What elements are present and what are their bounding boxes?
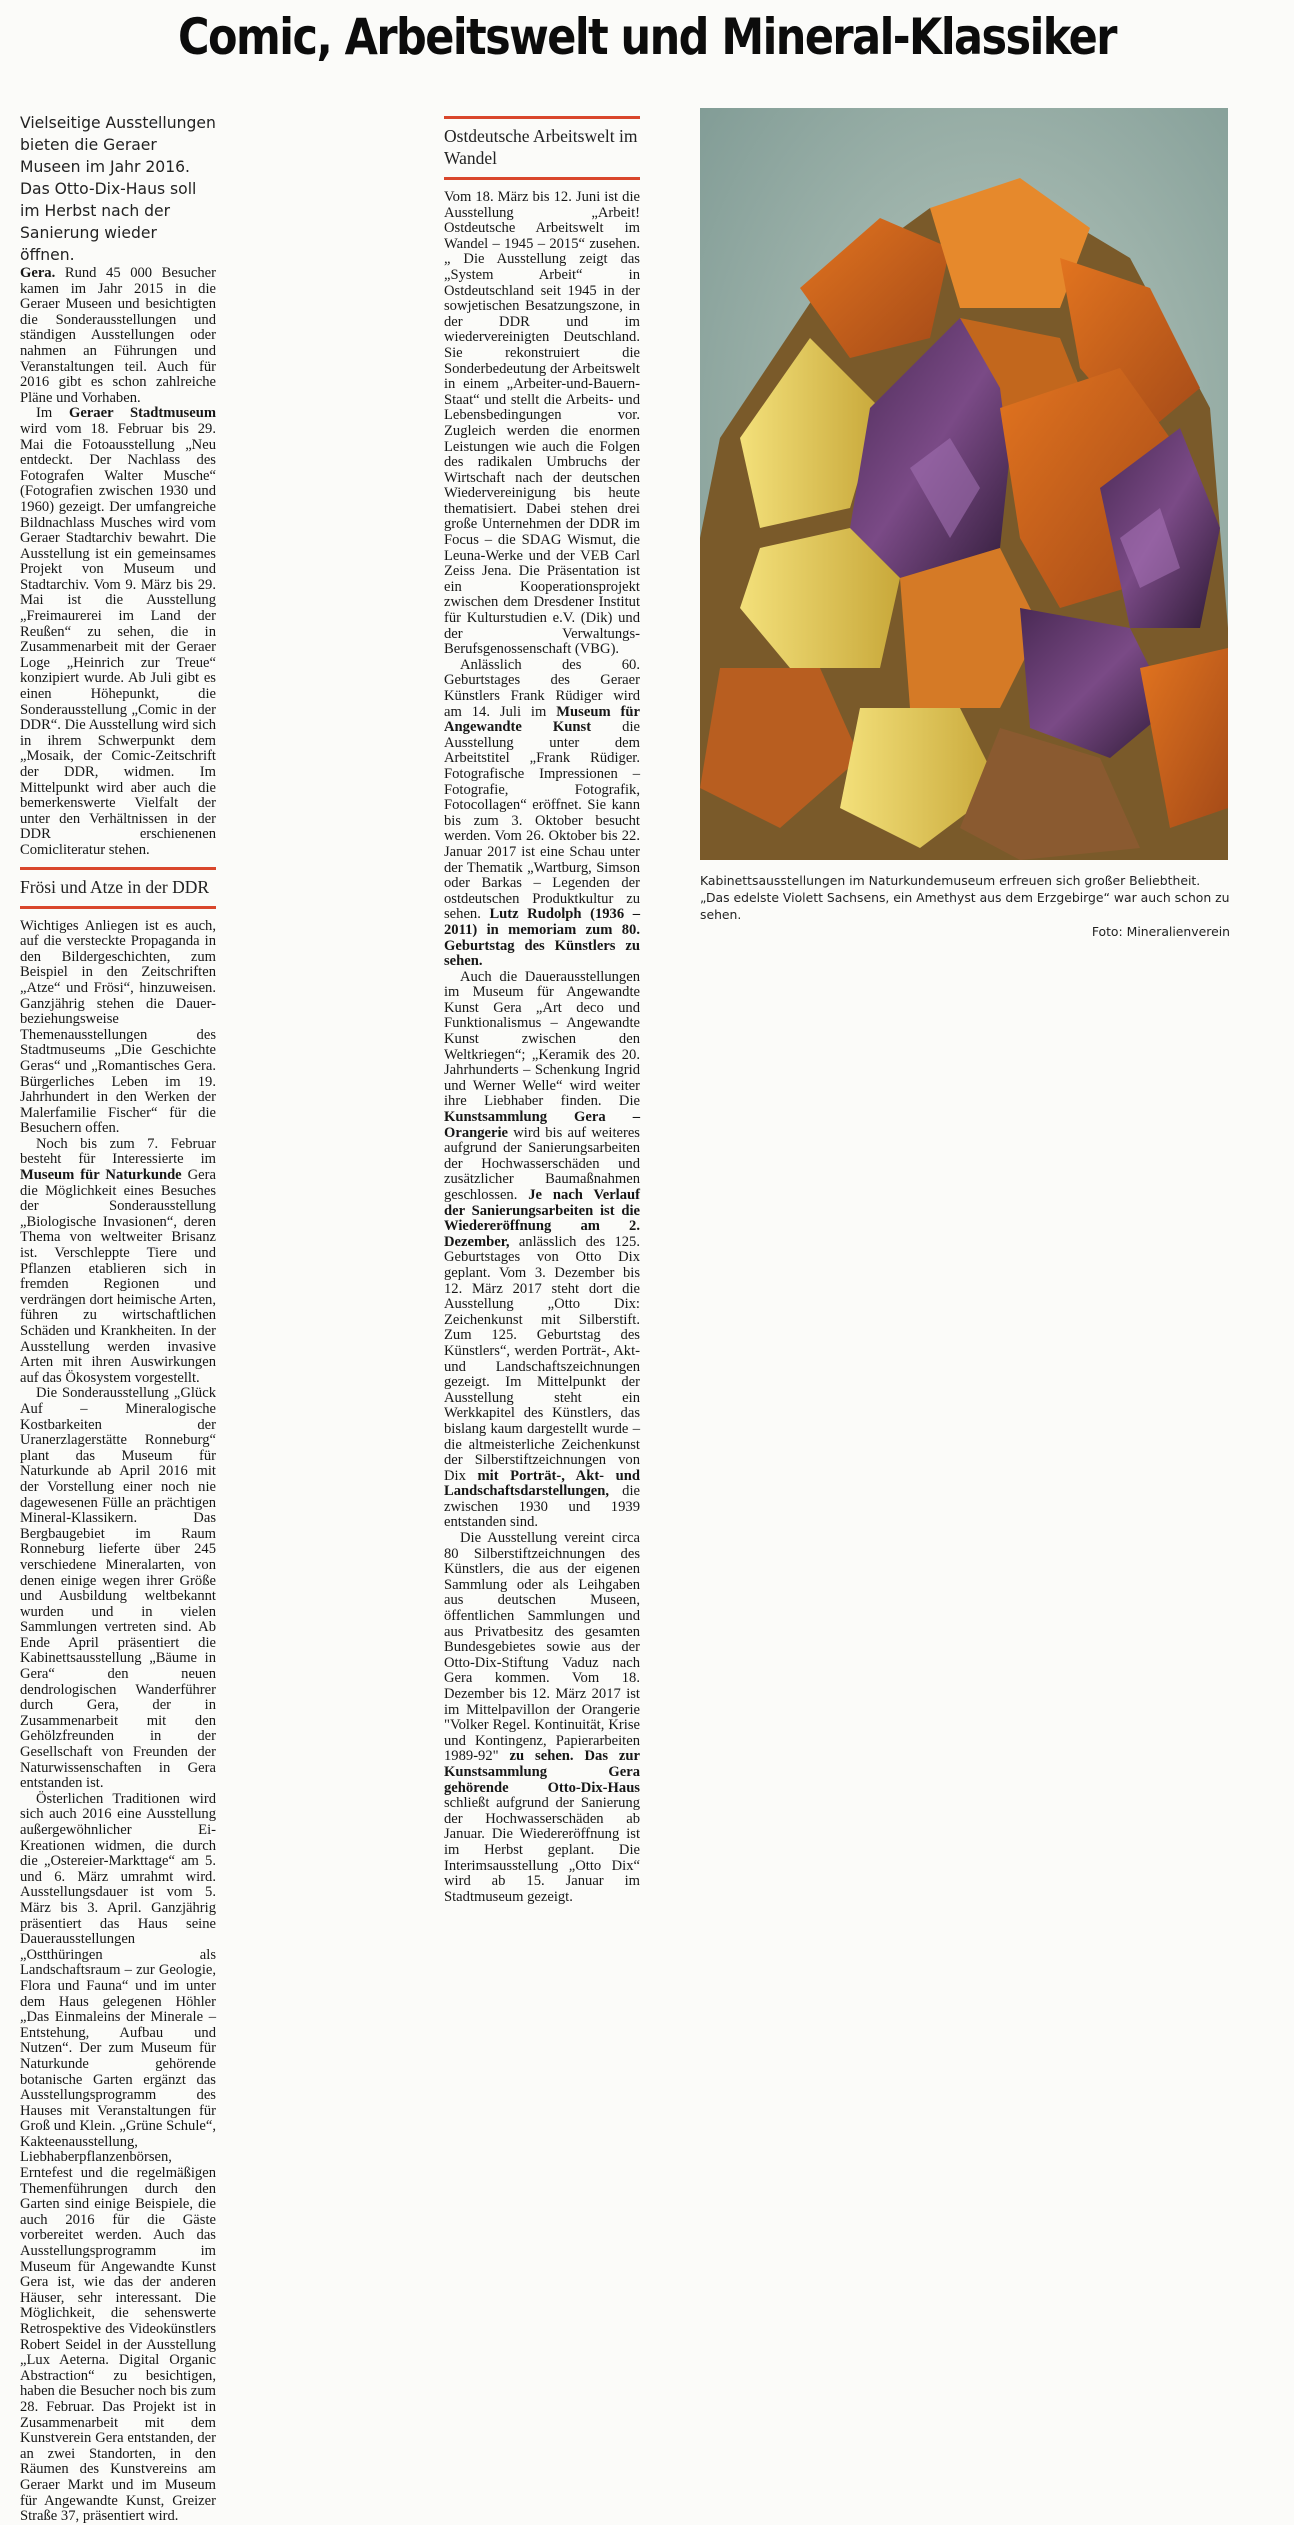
caption-text: Kabinettsausstellungen im Naturkundemuseum erfreuen sich großer Beliebtheit. „Das edelste Violett Sachsens, ein Amethyst aus dem Erzgebirge“ war auch schon zu sehen. [700,873,1230,922]
paragraph-propaganda: Wichtiges Anliegen ist es auch, auf die versteckte Propaganda in den Bildergeschichten, zum Beispiel in den Zeitschriften „Atze“ und Frösi“, hinzuweisen. Ganzjährig stehen die Dauer- beziehungsweise Themenausstellungen des Stadtmuseums „Die Geschichte Geras“ und „Romantisches Gera. Bürgerliches Leben im 19. Jahrhundert in den Werken der Malerfamilie Fischer“ für die Besuchern offen. [20,917,216,1137]
paragraph-intro: Gera. Rund 45 000 Besucher kamen im Jahr 2015 in die Geraer Museen und besichtigten die Sonderausstellungen und ständigen Ausstellungen oder nahmen an Führungen und Veranstaltungen teil. Auch für 2016 gibt es schon zahlreiche Pläne und Vorhaben. [20,265,216,406]
photo-credit: Foto: Mineralienverein [1091,924,1230,939]
amethyst-photo [700,108,1228,860]
subhead-froesi: Frösi und Atze in der DDR [20,867,216,909]
column-1 [20,112,216,2525]
headline: Comic, Arbeitswelt und Mineral-Klassiker [178,8,1116,66]
paragraph-sonderausstellung: Die Sonderausstellung „Glück Auf – Mineralogische Kostbarkeiten der Uranerzlagerstätte Ronneburg“ plant das Museum für Naturkunde ab April 2016 mit der Vorstellung einer noch nie dagewesenen Fülle an prächtigen Mineral-Klassikern. Das Bergbaugebiet im Raum Ronneburg lieferte über 245 verschiedene Mineralarten, von denen einige wegen ihrer Größe und Ausbildung weltbekannt wurden und in vielen Sammlungen vertreten sind. Ab Ende April präsentiert die Kabinettsausstellung „Bäume in Gera“ den neuen dendrologischen Wanderführer durch Gera, der in Zusammenarbeit mit den Gehölzfreunden in der Gesellschaft von Freunden der Naturwissenschaften in Gera entstanden ist. [20,1385,216,1792]
column-3 [444,108,641,1905]
column-2 [232,108,428,1230]
teaser: Vielseitige Ausstellungen bieten die Geraer Museen im Jahr 2016. Das Otto-Dix-Haus soll im Herbst nach der Sanierung wieder öffnen. [20,114,216,264]
dateline: Gera. [20,265,56,281]
paragraph-dauerausstellungen: Auch die Dauerausstellungen im Museum für Angewandte Kunst Gera „Art deco und Funktionalismus – Angewandte Kunst zwischen den Weltkriegen“; „Keramik des 20. Jahrhunderts – Schenkung Ingrid und Werner Welle“ wird weiter ihre Liebhaber finden. Die Kunstsammlung Gera – Orangerie wird bis auf weiteres aufgrund der Sanierungsarbeiten der Hochwasserschäden und zusätzlicher Baumaßnahmen geschlossen. Je nach Verlauf der Sanierungsarbeiten ist die Wiedereröffnung am 2. Dezember, anlässlich des 125. Geburtstages von Otto Dix geplant. Vom 3. Dezember bis 12. März 2017 steht dort die Ausstellung „Otto Dix: Zeichenkunst mit Silberstift. Zum 125. Geburtstag des Künstlers“, werden Porträt-, Akt- und Landschaftszeichnungen gezeigt. Im Mittelpunkt der Ausstellung steht ein Werkkapitel des Künstlers, das bislang kaum dargestellt wurde – die altmeisterliche Zeichenkunst der Silberstiftzeichnungen von Dix mit Porträt-, Akt- und Landschaftsdarstellungen, die zwischen 1930 und 1939 entstanden sind. [444,968,641,1531]
column-4 [656,944,852,1230]
paragraph-ostern: Österlichen Traditionen wird sich auch 2016 eine Ausstellung außergewöhnlicher Ei-Kreationen widmen, die durch die „Ostereier-Markttage“ am 5. und 6. März umrahmt wird. Ausstellungsdauer ist vom 5. März bis 3. April. Ganzjährig präsentiert das Haus seine Dauerausstellungen „Ostthüringen als Landschaftsraum – zur Geologie, Flora und Fauna“ und im unter dem Haus gelegenen Höhler „Das Einmaleins der Minerale – Entstehung, Aufbau und Nutzen“. Der zum Museum für Naturkunde gehörende botanische Garten ergänzt das Ausstellungsprogramm des Hauses mit Veranstaltungen für Groß und Klein. „Grüne Schule“, Kakteenausstellung, Liebhaberpflanzenbörsen, Erntefest und die regelmäßigen Themenführungen durch den Garten sind einige Beispiele, die auch 2016 für die Gäste vorbereitet werden. Auch das Ausstellungsprogramm im Museum für Angewandte Kunst Gera ist, wie das der anderen Häuser, sehr interessant. Die Möglichkeit, die sehenswerte Retrospektive des Videokünstlers Robert Seidel in der Ausstellung „Lux Aeterna. Digital Organic Abstraction“ zu besichtigen, haben die Besucher noch bis zum 28. Februar. Das Projekt ist in Zusammenarbeit mit dem Kunstverein Gera entstanden, der an zwei Standorten, in den Räumen des Kunstvereins am Geraer Markt und im Museum für Angewandte Kunst, Greizer Straße 37, präsentiert wird. [20,1790,216,2525]
paragraph-stadtmuseum: Im Geraer Stadtmuseum wird vom 18. Februar bis 29. Mai die Fotoausstellung „Neu entdeckt. Der Nachlass des Fotografen Walter Musche“ (Fotografien zwischen 1930 und 1960) gezeigt. Der umfangreiche Bildnachlass Musches wird vom Geraer Stadtarchiv bewahrt. Die Ausstellung ist ein gemeinsames Projekt von Museum und Stadtarchiv. Vom 9. März bis 29. Mai ist die Ausstellung „Freimaurerei im Land der Reußen“ zu sehen, die in Zusammenarbeit mit der Geraer Loge „Heinrich zur Treue“ konzipiert wurde. Ab Juli gibt es einen Höhepunkt, die Sonderausstellung „Comic in der DDR“. Die Ausstellung wird sich in ihrem Schwerpunkt dem „Mosaik, der Comic-Zeitschrift der DDR, widmen. Im Mittelpunkt wird aber auch die bemerkenswerte Vielfalt der unter den Verhältnissen in der DDR erschienenen Comicliteratur stehen. [20,405,216,858]
paragraph-arbeit: Vom 18. März bis 12. Juni ist die Ausstellung „Arbeit! Ostdeutsche Arbeitswelt im Wandel – 1945 – 2015“ zusehen. „ Die Ausstellung zeigt das „System Arbeit“ in Ostdeutschland seit 1945 in der sowjetischen Besatzungszone, in der DDR und im wiedervereinigten Deutschland. Sie rekonstruiert die Sonderbedeutung der Arbeitswelt in einem „Arbeiter-und-Bauern-Staat“ und stellt die Arbeits- und Lebensbedingungen vor. Zugleich werden die enormen Leistungen wie auch die Folgen des radikalen Umbruchs der Wirtschaft nach der deutschen Wiedervereinigung bis heute thematisiert. Dabei stehen drei große Unternehmen der DDR im Focus – die SDAG Wismut, die Leuna-Werke und der VEB Carl Zeiss Jena. Die Präsentation ist ein Kooperationsprojekt zwischen dem Dresdener Institut für Kulturstudien e.V. (Dik) und der Verwaltungs-Berufsgenossenschaft (VBG). [444,189,640,658]
paragraph-continued [232,108,428,124]
subhead-arbeitswelt: Ostdeutsche Arbeitswelt im Wandel [444,116,640,180]
paragraph-ruediger: Anlässlich des 60. Geburtstages des Geraer Künstlers Frank Rüdiger wird am 14. Juli im Museum für Angewandte Kunst die Ausstellung unter dem Arbeitstitel „Frank Rüdiger. Fotografische Impressionen – Fotografie, Fotografik, Fotocollagen“ eröffnet. Sie kann bis zum 3. Oktober besucht werden. Vom 26. Oktober bis 22. Januar 2017 ist eine Schau unter der Thematik „Wartburg, Simson oder Barkas – Legenden der ostdeutschen Produktkultur zu sehen. Lutz Rudolph (1936 – 2011) in memoriam zum 80. Geburtstag des Künstlers zu sehen. [444,656,640,970]
paragraph-naturkunde: Noch bis zum 7. Februar besteht für Interessierte im Museum für Naturkunde Gera die Möglichkeit eines Besuches der Sonderausstellung „Biologische Invasionen“, deren Thema von weltweiter Brisanz ist. Verschleppte Tiere und Pflanzen etablieren sich in fremden Regionen und verdrängen dort heimische Arten, führen zu wirtschaftlichen Schäden und Krankheiten. In der Ausstellung werden invasive Arten mit ihren Auswirkungen auf das Ökosystem vorgestellt. [20,1135,216,1386]
paragraph-silberstift: Die Ausstellung vereint circa 80 Silberstiftzeichnungen des Künstlers, die aus der eigenen Sammlung oder als Leihgaben aus deutschen Museen, öffentlichen Sammlungen und aus Privatbesitz des gesamten Bundesgebietes sowie aus der Otto-Dix-Stiftung Vaduz nach Gera kommen. Vom 18. Dezember bis 12. März 2017 ist im Mittelpavillon der Orangerie "Volker Regel. Kontinuität, Krise und Kontingenz, Papierarbeiten 1989-92" zu sehen. Das zur Kunstsammlung Gera gehörende Otto-Dix-Haus schließt aufgrund der Sanierung der Hochwasserschäden ab Januar. Die Wiedereröffnung ist im Herbst geplant. Die Interimsausstellung „Otto Dix“ wird ab 15. Januar im Stadtmuseum gezeigt. [444,1530,640,1905]
photo-caption [700,872,1230,940]
